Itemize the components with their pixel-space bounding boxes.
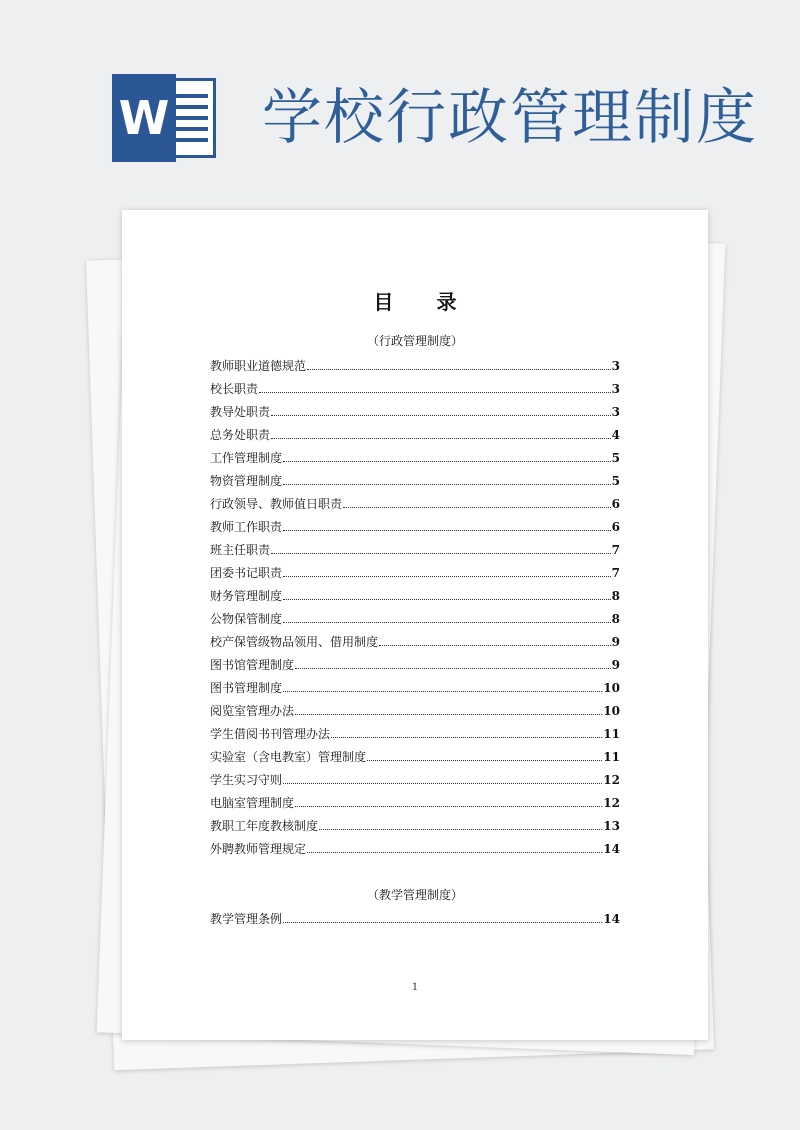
toc-entry-title: 团委书记职责 [210, 566, 283, 580]
toc-entry-page: 8 [611, 612, 620, 626]
section-heading-teaching: （教学管理制度） [366, 888, 463, 902]
toc-entry[interactable] [210, 649, 620, 672]
toc-leader-dots [379, 645, 611, 646]
toc-entry-page: 11 [603, 727, 620, 741]
toc-leader-dots [295, 668, 611, 669]
toc-title: 目 录 [373, 290, 475, 314]
toc-entry[interactable] [210, 557, 620, 580]
toc-leader-dots [283, 783, 602, 784]
toc-entry[interactable] [210, 488, 620, 511]
toc-entry[interactable] [210, 396, 620, 419]
toc-entry[interactable] [210, 764, 620, 787]
toc-entry[interactable] [210, 833, 620, 856]
toc-leader-dots [283, 484, 611, 485]
toc-entry-title: 公物保管制度 [210, 612, 283, 626]
toc-entry-title: 财务管理制度 [210, 589, 283, 603]
toc-entry-page: 14 [603, 912, 620, 926]
toc-entry[interactable] [210, 718, 620, 741]
toc-entry-title: 教学管理条例 [210, 912, 283, 926]
toc-entry-title: 物资管理制度 [210, 474, 283, 488]
toc-entry-title: 外聘教师管理规定 [210, 842, 307, 856]
toc-entry-page: 9 [611, 635, 620, 649]
toc-entry-title: 图书馆管理制度 [210, 658, 295, 672]
toc-entry-page: 9 [611, 658, 620, 672]
toc-leader-dots [319, 829, 602, 830]
toc-leader-dots [283, 530, 611, 531]
toc-entry-page: 5 [611, 451, 620, 465]
toc-entry-title: 实验室（含电教室）管理制度 [210, 750, 367, 764]
toc-entry-page: 3 [611, 382, 620, 396]
toc-entry-page: 10 [603, 681, 620, 695]
toc-entry[interactable] [210, 511, 620, 534]
toc-leader-dots [283, 691, 602, 692]
section-heading-admin: （行政管理制度） [366, 334, 463, 348]
toc-leader-dots [283, 461, 611, 462]
toc-entry[interactable] [210, 419, 620, 442]
toc-entry-title: 阅览室管理办法 [210, 704, 295, 718]
toc-leader-dots [331, 737, 602, 738]
toc-entry-page: 12 [603, 796, 620, 810]
toc-leader-dots [307, 852, 602, 853]
toc-entry-title: 学生借阅书刊管理办法 [210, 727, 331, 741]
toc-entry-page: 3 [611, 405, 620, 419]
toc-entry-page: 3 [611, 359, 620, 373]
toc-leader-dots [283, 922, 602, 923]
header-title: 学校行政管理制度 [262, 83, 758, 153]
toc-entry[interactable] [210, 787, 620, 810]
word-icon-letter: W [112, 74, 176, 162]
toc-leader-dots [271, 415, 611, 416]
word-icon-line [174, 94, 208, 98]
toc-leader-dots [367, 760, 602, 761]
toc-entry-title: 工作管理制度 [210, 451, 283, 465]
toc-entry[interactable] [210, 373, 620, 396]
toc-entry-title: 学生实习守则 [210, 773, 283, 787]
toc-entry[interactable] [210, 626, 620, 649]
toc-entry-title: 图书管理制度 [210, 681, 283, 695]
toc-leader-dots [271, 553, 611, 554]
toc-leader-dots [283, 599, 611, 600]
toc-entry-page: 4 [611, 428, 620, 442]
toc-entry-page: 8 [611, 589, 620, 603]
toc-entry-page: 14 [603, 842, 620, 856]
word-icon-line [174, 127, 208, 131]
word-icon-line [174, 138, 208, 142]
toc-entry[interactable] [210, 903, 620, 926]
toc-entry-page: 6 [611, 497, 620, 511]
toc-leader-dots [283, 622, 611, 623]
toc-entry-title: 教导处职责 [210, 405, 271, 419]
toc-entry-title: 校产保管级物品领用、借用制度 [210, 635, 379, 649]
toc-entry-page: 11 [603, 750, 620, 764]
page-number: 1 [411, 982, 419, 993]
toc-entry[interactable] [210, 741, 620, 764]
toc-entry[interactable] [210, 695, 620, 718]
toc-leader-dots [343, 507, 611, 508]
toc-entry-page: 7 [611, 566, 620, 580]
toc-entry[interactable] [210, 442, 620, 465]
toc-entry-page: 12 [603, 773, 620, 787]
toc-entry-page: 13 [603, 819, 620, 833]
toc-leader-dots [271, 438, 611, 439]
toc-entry-title: 教师职业道德规范 [210, 359, 307, 373]
word-icon-line [174, 116, 208, 120]
toc-leader-dots [259, 392, 611, 393]
toc-entry-page: 7 [611, 543, 620, 557]
word-icon-line [174, 105, 208, 109]
word-document-icon [112, 74, 220, 162]
toc-entry-page: 10 [603, 704, 620, 718]
toc-entry[interactable] [210, 810, 620, 833]
toc-entry-title: 教师工作职责 [210, 520, 283, 534]
toc-leader-dots [307, 369, 611, 370]
toc-leader-dots [295, 714, 602, 715]
header [0, 0, 800, 200]
toc-entry-title: 总务处职责 [210, 428, 271, 442]
toc-list-teaching [210, 903, 620, 926]
toc-entry-page: 6 [611, 520, 620, 534]
toc-entry-title: 校长职责 [210, 382, 259, 396]
toc-list-admin [210, 350, 620, 856]
toc-entry-page: 5 [611, 474, 620, 488]
toc-entry-title: 班主任职责 [210, 543, 271, 557]
document-page [122, 210, 708, 1040]
toc-entry-title: 行政领导、教师值日职责 [210, 497, 343, 511]
toc-entry[interactable] [210, 580, 620, 603]
toc-entry[interactable] [210, 672, 620, 695]
toc-entry-title: 教职工年度教核制度 [210, 819, 319, 833]
toc-leader-dots [283, 576, 611, 577]
toc-entry[interactable] [210, 603, 620, 626]
toc-leader-dots [295, 806, 602, 807]
toc-entry[interactable] [210, 534, 620, 557]
toc-entry-title: 电脑室管理制度 [210, 796, 295, 810]
toc-entry[interactable] [210, 350, 620, 373]
toc-entry[interactable] [210, 465, 620, 488]
